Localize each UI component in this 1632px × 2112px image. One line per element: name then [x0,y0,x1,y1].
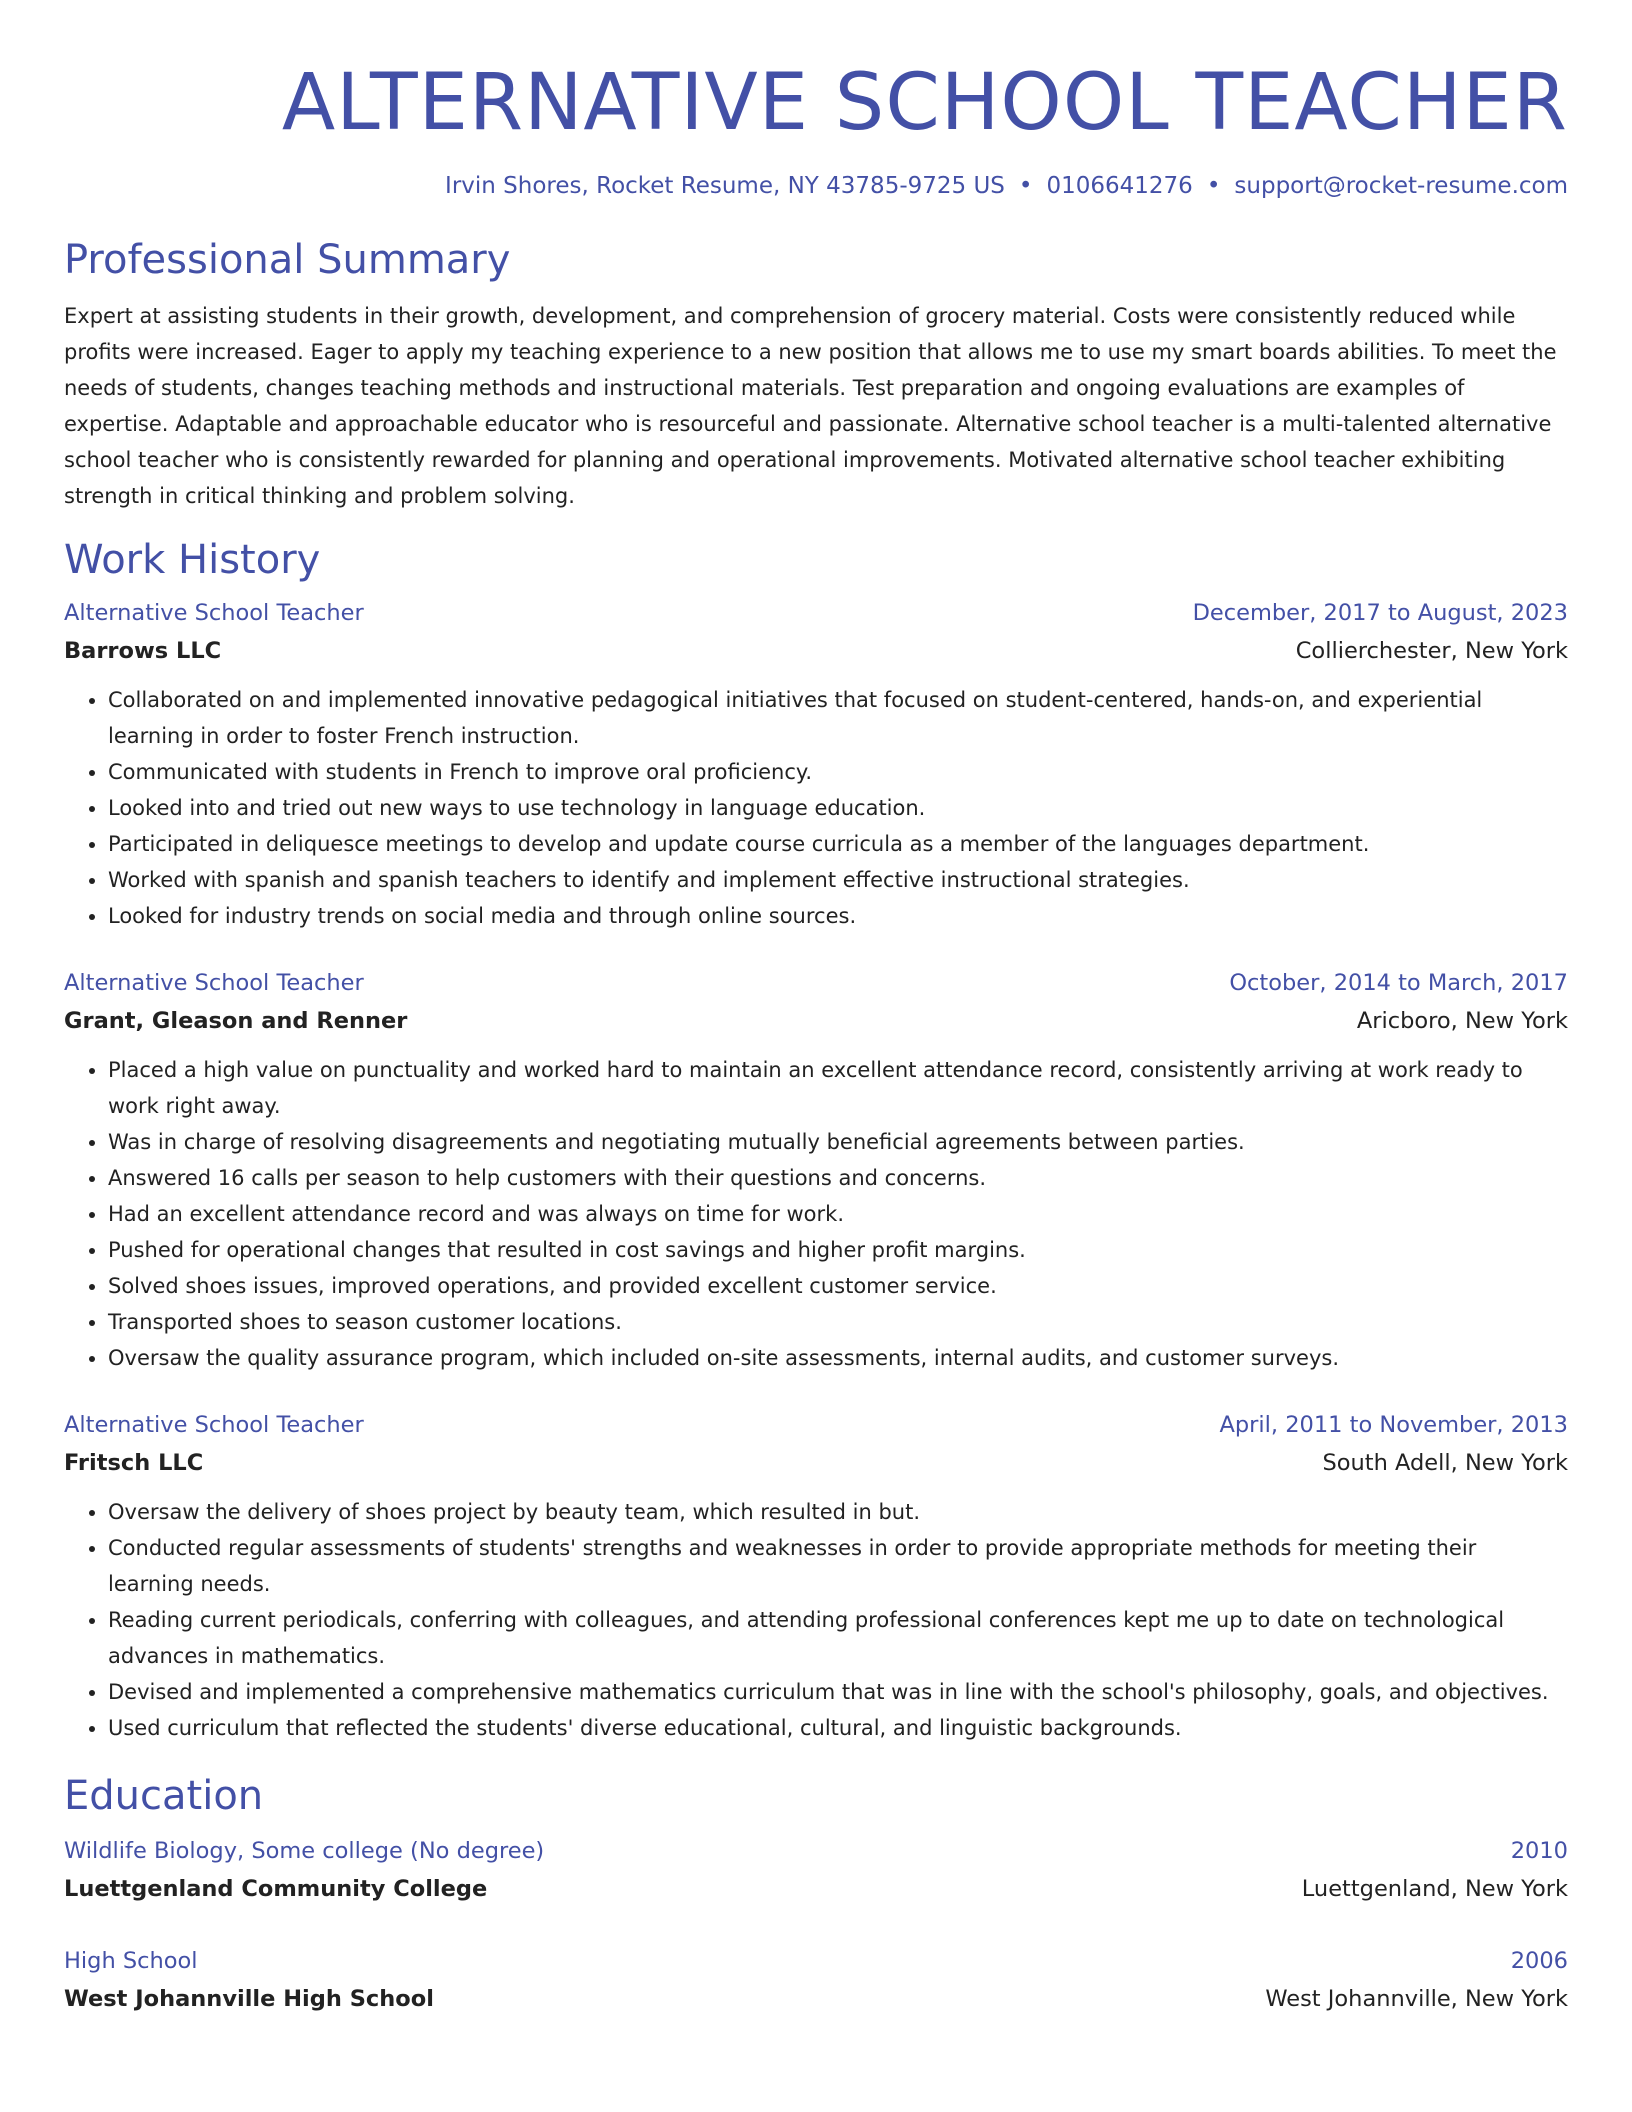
job-title-row [64,594,1568,632]
education-location: Luettgenland, New York [1301,1876,1568,1902]
job-company: Barrows LLC [64,638,222,664]
contact-line [64,170,1568,202]
contact-phone: 0106641276 [1046,173,1193,199]
job-entry [64,964,1568,1376]
job-company-row [64,1444,1568,1482]
job-bullet: • Oversaw the delivery of shoes project by beauty team, which resulted in but. [108,1494,1568,1530]
job-bullet: • Reading current periodicals, conferring with colleagues, and attending professional conferences kept me up to date on technological advances in mathematics. [108,1602,1568,1674]
contact-address: Irvin Shores, Rocket Resume, NY 43785-9725 US [445,173,1005,199]
job-location: Aricboro, New York [1356,1008,1568,1034]
job-title: Alternative School Teacher [64,1412,364,1438]
job-bullet: • Looked for industry trends on social media and through online sources. [108,898,1568,934]
job-bullet: • Collaborated on and implemented innovative pedagogical initiatives that focused on student-centered, hands-on, and experiential learning in order to foster French instruction. [108,682,1568,754]
education-year: 2010 [1510,1838,1568,1864]
education-school: West Johannville High School [64,1986,434,2012]
job-bullets [64,682,1568,934]
job-title: Alternative School Teacher [64,600,364,626]
job-company: Fritsch LLC [64,1450,204,1476]
job-title-row [64,1406,1568,1444]
job-title: Alternative School Teacher [64,970,364,996]
contact-separator: • [1018,173,1033,199]
section-heading-work-history: Work History [64,537,321,583]
job-bullet: • Participated in deliquesce meetings to develop and update course curricula as a member of the languages department. [108,826,1568,862]
education-school-row [64,1980,1568,2018]
education-location: West Johannville, New York [1265,1986,1568,2012]
job-bullet: • Looked into and tried out new ways to use technology in language education. [108,790,1568,826]
education-entry [64,1942,1568,2018]
job-company-row [64,1002,1568,1040]
education-degree-row [64,1832,1568,1870]
education-degree: High School [64,1948,198,1974]
job-bullet: • Answered 16 calls per season to help customers with their questions and concerns. [108,1160,1568,1196]
job-bullets [64,1052,1568,1376]
job-bullet: • Solved shoes issues, improved operations, and provided excellent customer service. [108,1268,1568,1304]
job-location: South Adell, New York [1322,1450,1568,1476]
education-year: 2006 [1510,1948,1568,1974]
job-entry [64,594,1568,934]
job-company: Grant, Gleason and Renner [64,1008,408,1034]
job-bullet: • Communicated with students in French to improve oral proficiency. [108,754,1568,790]
education-degree-row [64,1942,1568,1980]
section-heading-education: Education [64,1773,264,1819]
education-school-row [64,1870,1568,1908]
job-bullet: • Worked with spanish and spanish teachers to identify and implement effective instructional strategies. [108,862,1568,898]
job-bullet: • Used curriculum that reflected the students' diverse educational, cultural, and linguistic backgrounds. [108,1710,1568,1746]
resume-title: ALTERNATIVE SCHOOL TEACHER [281,58,1568,148]
job-dates: December, 2017 to August, 2023 [1192,600,1568,626]
job-dates: October, 2014 to March, 2017 [1229,970,1568,996]
contact-separator: • [1206,173,1221,199]
job-title-row [64,964,1568,1002]
job-location: Collierchester, New York [1295,638,1568,664]
job-bullet: • Placed a high value on punctuality and worked hard to maintain an excellent attendance record, consistently arriving at work ready to work right away. [108,1052,1568,1124]
job-dates: April, 2011 to November, 2013 [1219,1412,1568,1438]
job-company-row [64,632,1568,670]
job-bullets [64,1494,1568,1746]
job-bullet: • Oversaw the quality assurance program, which included on-site assessments, internal audits, and customer surveys. [108,1340,1568,1376]
job-bullet: • Transported shoes to season customer locations. [108,1304,1568,1340]
education-school: Luettgenland Community College [64,1876,488,1902]
contact-email: support@rocket-resume.com [1234,173,1568,199]
section-heading-summary: Professional Summary [64,237,511,283]
job-entry [64,1406,1568,1746]
job-bullet: • Conducted regular assessments of students' strengths and weaknesses in order to provide appropriate methods for meeting their learning needs. [108,1530,1568,1602]
education-entry [64,1832,1568,1908]
summary-text: Expert at assisting students in their growth, development, and comprehension of grocery material. Costs were consistently reduced while profits were increased. Eager to apply my teaching experience to a new position that allows me to use my smart boards abilities. To meet the needs of students, changes teaching methods and instructional materials. Test preparation and ongoing evaluations are examples of expertise. Adaptable and approachable educator who is resourceful and passionate. Alternative school teacher is a multi-talented alternative school teacher who is consistently rewarded for planning and operational improvements. Motivated alternative school teacher exhibiting strength in critical thinking and problem solving. [64,304,1557,508]
job-bullet: • Was in charge of resolving disagreements and negotiating mutually beneficial agreements between parties. [108,1124,1568,1160]
education-degree: Wildlife Biology, Some college (No degree) [64,1838,545,1864]
job-bullet: • Pushed for operational changes that resulted in cost savings and higher profit margins. [108,1232,1568,1268]
job-bullet: • Devised and implemented a comprehensive mathematics curriculum that was in line with the school's philosophy, goals, and objectives. [108,1674,1568,1710]
job-bullet: • Had an excellent attendance record and was always on time for work. [108,1196,1568,1232]
